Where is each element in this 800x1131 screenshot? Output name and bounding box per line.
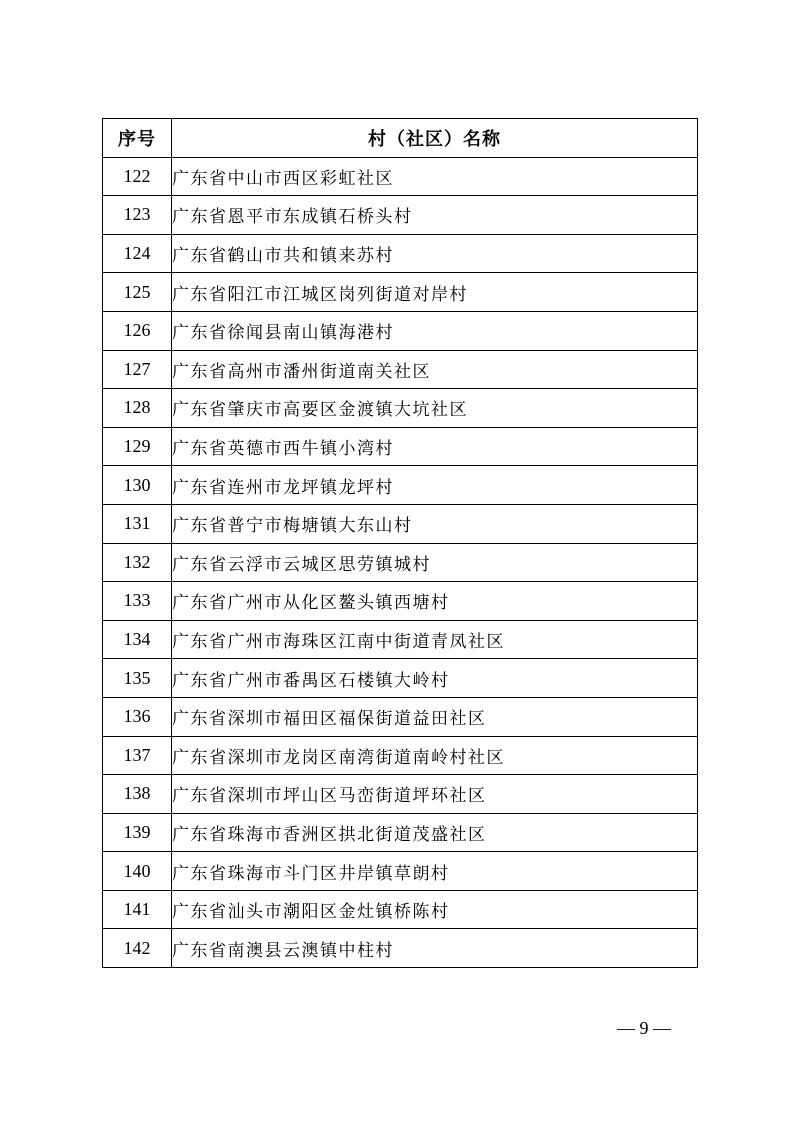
row-number: 127 xyxy=(103,350,172,389)
village-name: 广东省深圳市坪山区马峦街道坪环社区 xyxy=(172,775,698,814)
row-number: 140 xyxy=(103,852,172,891)
village-name: 广东省恩平市东成镇石桥头村 xyxy=(172,196,698,235)
village-name: 广东省珠海市斗门区井岸镇草朗村 xyxy=(172,852,698,891)
header-row xyxy=(103,119,698,158)
village-name: 广东省高州市潘州街道南关社区 xyxy=(172,350,698,389)
row-number: 133 xyxy=(103,582,172,621)
column-header-name: 村（社区）名称 xyxy=(172,119,698,158)
row-number: 132 xyxy=(103,543,172,582)
table-row xyxy=(103,504,698,543)
table-header xyxy=(103,119,698,158)
table-row xyxy=(103,929,698,968)
table-row xyxy=(103,350,698,389)
village-name: 广东省广州市从化区鳌头镇西塘村 xyxy=(172,582,698,621)
row-number: 142 xyxy=(103,929,172,968)
table-row xyxy=(103,389,698,428)
row-number: 128 xyxy=(103,389,172,428)
row-number: 139 xyxy=(103,813,172,852)
village-name: 广东省肇庆市高要区金渡镇大坑社区 xyxy=(172,389,698,428)
village-name: 广东省连州市龙坪镇龙坪村 xyxy=(172,466,698,505)
village-name: 广东省云浮市云城区思劳镇城村 xyxy=(172,543,698,582)
column-header-number: 序号 xyxy=(103,119,172,158)
village-name: 广东省广州市海珠区江南中街道青凤社区 xyxy=(172,620,698,659)
village-name: 广东省珠海市香洲区拱北街道茂盛社区 xyxy=(172,813,698,852)
table-row xyxy=(103,582,698,621)
row-number: 125 xyxy=(103,273,172,312)
table-row xyxy=(103,311,698,350)
table-row xyxy=(103,196,698,235)
row-number: 122 xyxy=(103,157,172,196)
table-row xyxy=(103,273,698,312)
row-number: 137 xyxy=(103,736,172,775)
table-row xyxy=(103,234,698,273)
village-list-table xyxy=(102,118,698,968)
village-name: 广东省南澳县云澳镇中柱村 xyxy=(172,929,698,968)
table-row xyxy=(103,890,698,929)
table-row xyxy=(103,852,698,891)
table-row xyxy=(103,427,698,466)
page-number: — 9 — xyxy=(617,1018,671,1038)
village-name: 广东省阳江市江城区岗列街道对岸村 xyxy=(172,273,698,312)
row-number: 134 xyxy=(103,620,172,659)
table-row xyxy=(103,466,698,505)
village-name: 广东省广州市番禺区石楼镇大岭村 xyxy=(172,659,698,698)
village-name: 广东省英德市西牛镇小湾村 xyxy=(172,427,698,466)
village-name: 广东省深圳市福田区福保街道益田社区 xyxy=(172,697,698,736)
table-row xyxy=(103,659,698,698)
table-row xyxy=(103,543,698,582)
table-row xyxy=(103,775,698,814)
row-number: 126 xyxy=(103,311,172,350)
table-row xyxy=(103,697,698,736)
row-number: 124 xyxy=(103,234,172,273)
row-number: 141 xyxy=(103,890,172,929)
table-row xyxy=(103,157,698,196)
village-name: 广东省中山市西区彩虹社区 xyxy=(172,157,698,196)
table-row xyxy=(103,813,698,852)
table-row xyxy=(103,736,698,775)
village-name: 广东省普宁市梅塘镇大东山村 xyxy=(172,504,698,543)
village-name: 广东省鹤山市共和镇来苏村 xyxy=(172,234,698,273)
village-name: 广东省汕头市潮阳区金灶镇桥陈村 xyxy=(172,890,698,929)
row-number: 136 xyxy=(103,697,172,736)
row-number: 131 xyxy=(103,504,172,543)
row-number: 135 xyxy=(103,659,172,698)
village-name: 广东省徐闻县南山镇海港村 xyxy=(172,311,698,350)
village-name: 广东省深圳市龙岗区南湾街道南岭村社区 xyxy=(172,736,698,775)
row-number: 129 xyxy=(103,427,172,466)
table-row xyxy=(103,620,698,659)
table-body xyxy=(103,157,698,967)
row-number: 130 xyxy=(103,466,172,505)
row-number: 138 xyxy=(103,775,172,814)
row-number: 123 xyxy=(103,196,172,235)
